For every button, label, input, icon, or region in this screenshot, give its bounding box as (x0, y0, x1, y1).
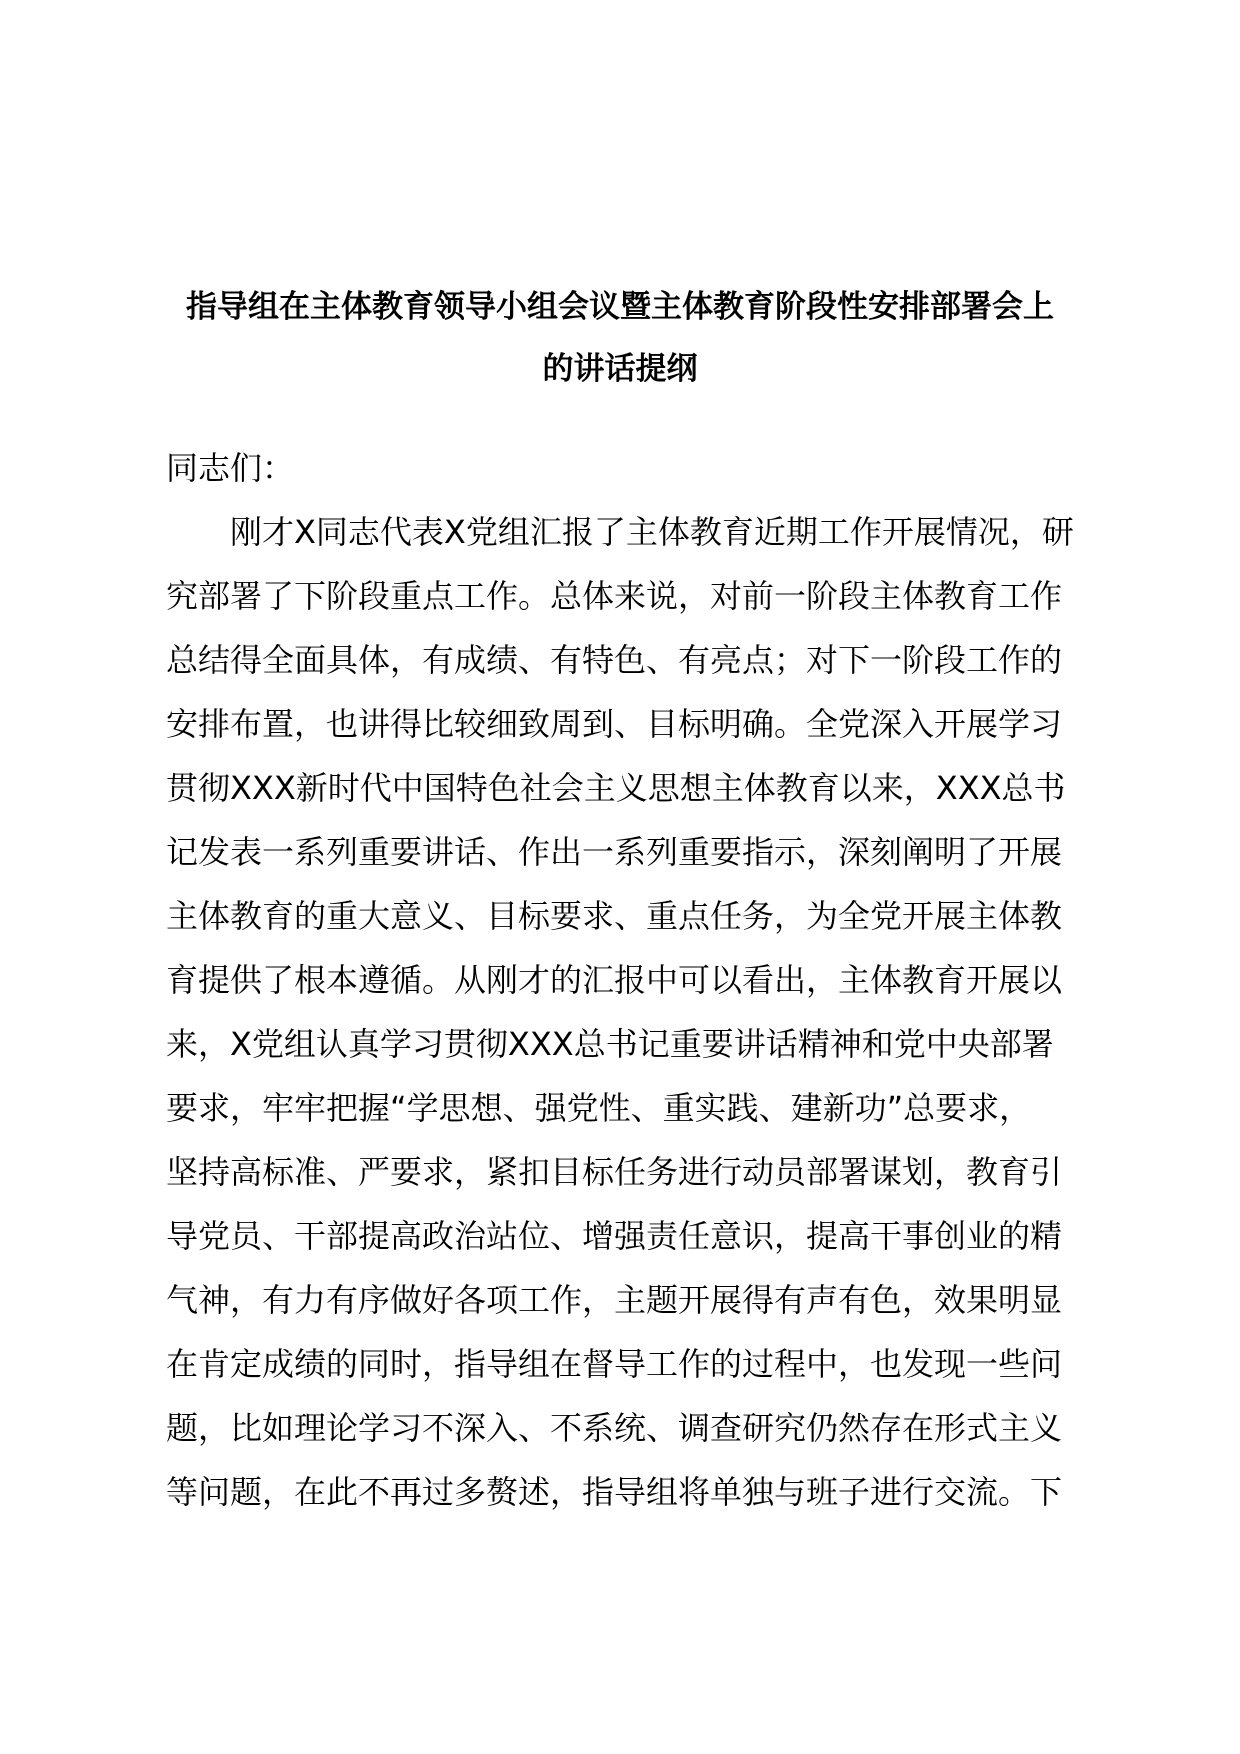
body-line: 题，比如理论学习不深入、不系统、调查研究仍然存在形式主义 (166, 1409, 1063, 1447)
document-title-line-2: 的讲话提纲 (542, 351, 698, 387)
body-line: 贯彻XXX新时代中国特色社会主义思想主体教育以来，XXX总书 (166, 769, 1066, 807)
body-line: 等问题，在此不再过多赘述，指导组将单独与班子进行交流。下 (166, 1473, 1063, 1511)
body-line: 主体教育的重大意义、目标要求、重点任务，为全党开展主体教 (166, 897, 1063, 935)
body-line: 导党员、干部提高政治站位、增强责任意识，提高干事创业的精 (166, 1217, 1063, 1255)
body-line: 来，X党组认真学习贯彻XXX总书记重要讲话精神和党中央部署 (166, 1025, 1054, 1063)
body-line: 总结得全面具体，有成绩、有特色、有亮点；对下一阶段工作的 (166, 641, 1063, 679)
document-title-line-1: 指导组在主体教育领导小组会议暨主体教育阶段性安排部署会上 (186, 289, 1054, 325)
body-line: 育提供了根本遵循。从刚才的汇报中可以看出，主体教育开展以 (166, 961, 1063, 999)
body-line: 究部署了下阶段重点工作。总体来说，对前一阶段主体教育工作 (166, 577, 1063, 615)
body-line: 坚持高标准、严要求，紧扣目标任务进行动员部署谋划，教育引 (166, 1153, 1063, 1191)
body-line: 刚才X同志代表X党组汇报了主体教育近期工作开展情况，研 (230, 513, 1074, 551)
body-line: 要求，牢牢把握“学思想、强党性、重实践、建新功”总要求， (166, 1089, 1032, 1127)
body-line: 记发表一系列重要讲话、作出一系列重要指示，深刻阐明了开展 (166, 833, 1063, 871)
document-title (160, 276, 1080, 400)
body-paragraph (166, 500, 1106, 1524)
body-line: 安排布置，也讲得比较细致周到、目标明确。全党深入开展学习 (166, 705, 1063, 743)
body-line: 气神，有力有序做好各项工作，主题开展得有声有色，效果明显 (166, 1281, 1063, 1319)
salutation: 同志们： (166, 449, 295, 487)
body-line: 在肯定成绩的同时，指导组在督导工作的过程中，也发现一些问 (166, 1345, 1063, 1383)
